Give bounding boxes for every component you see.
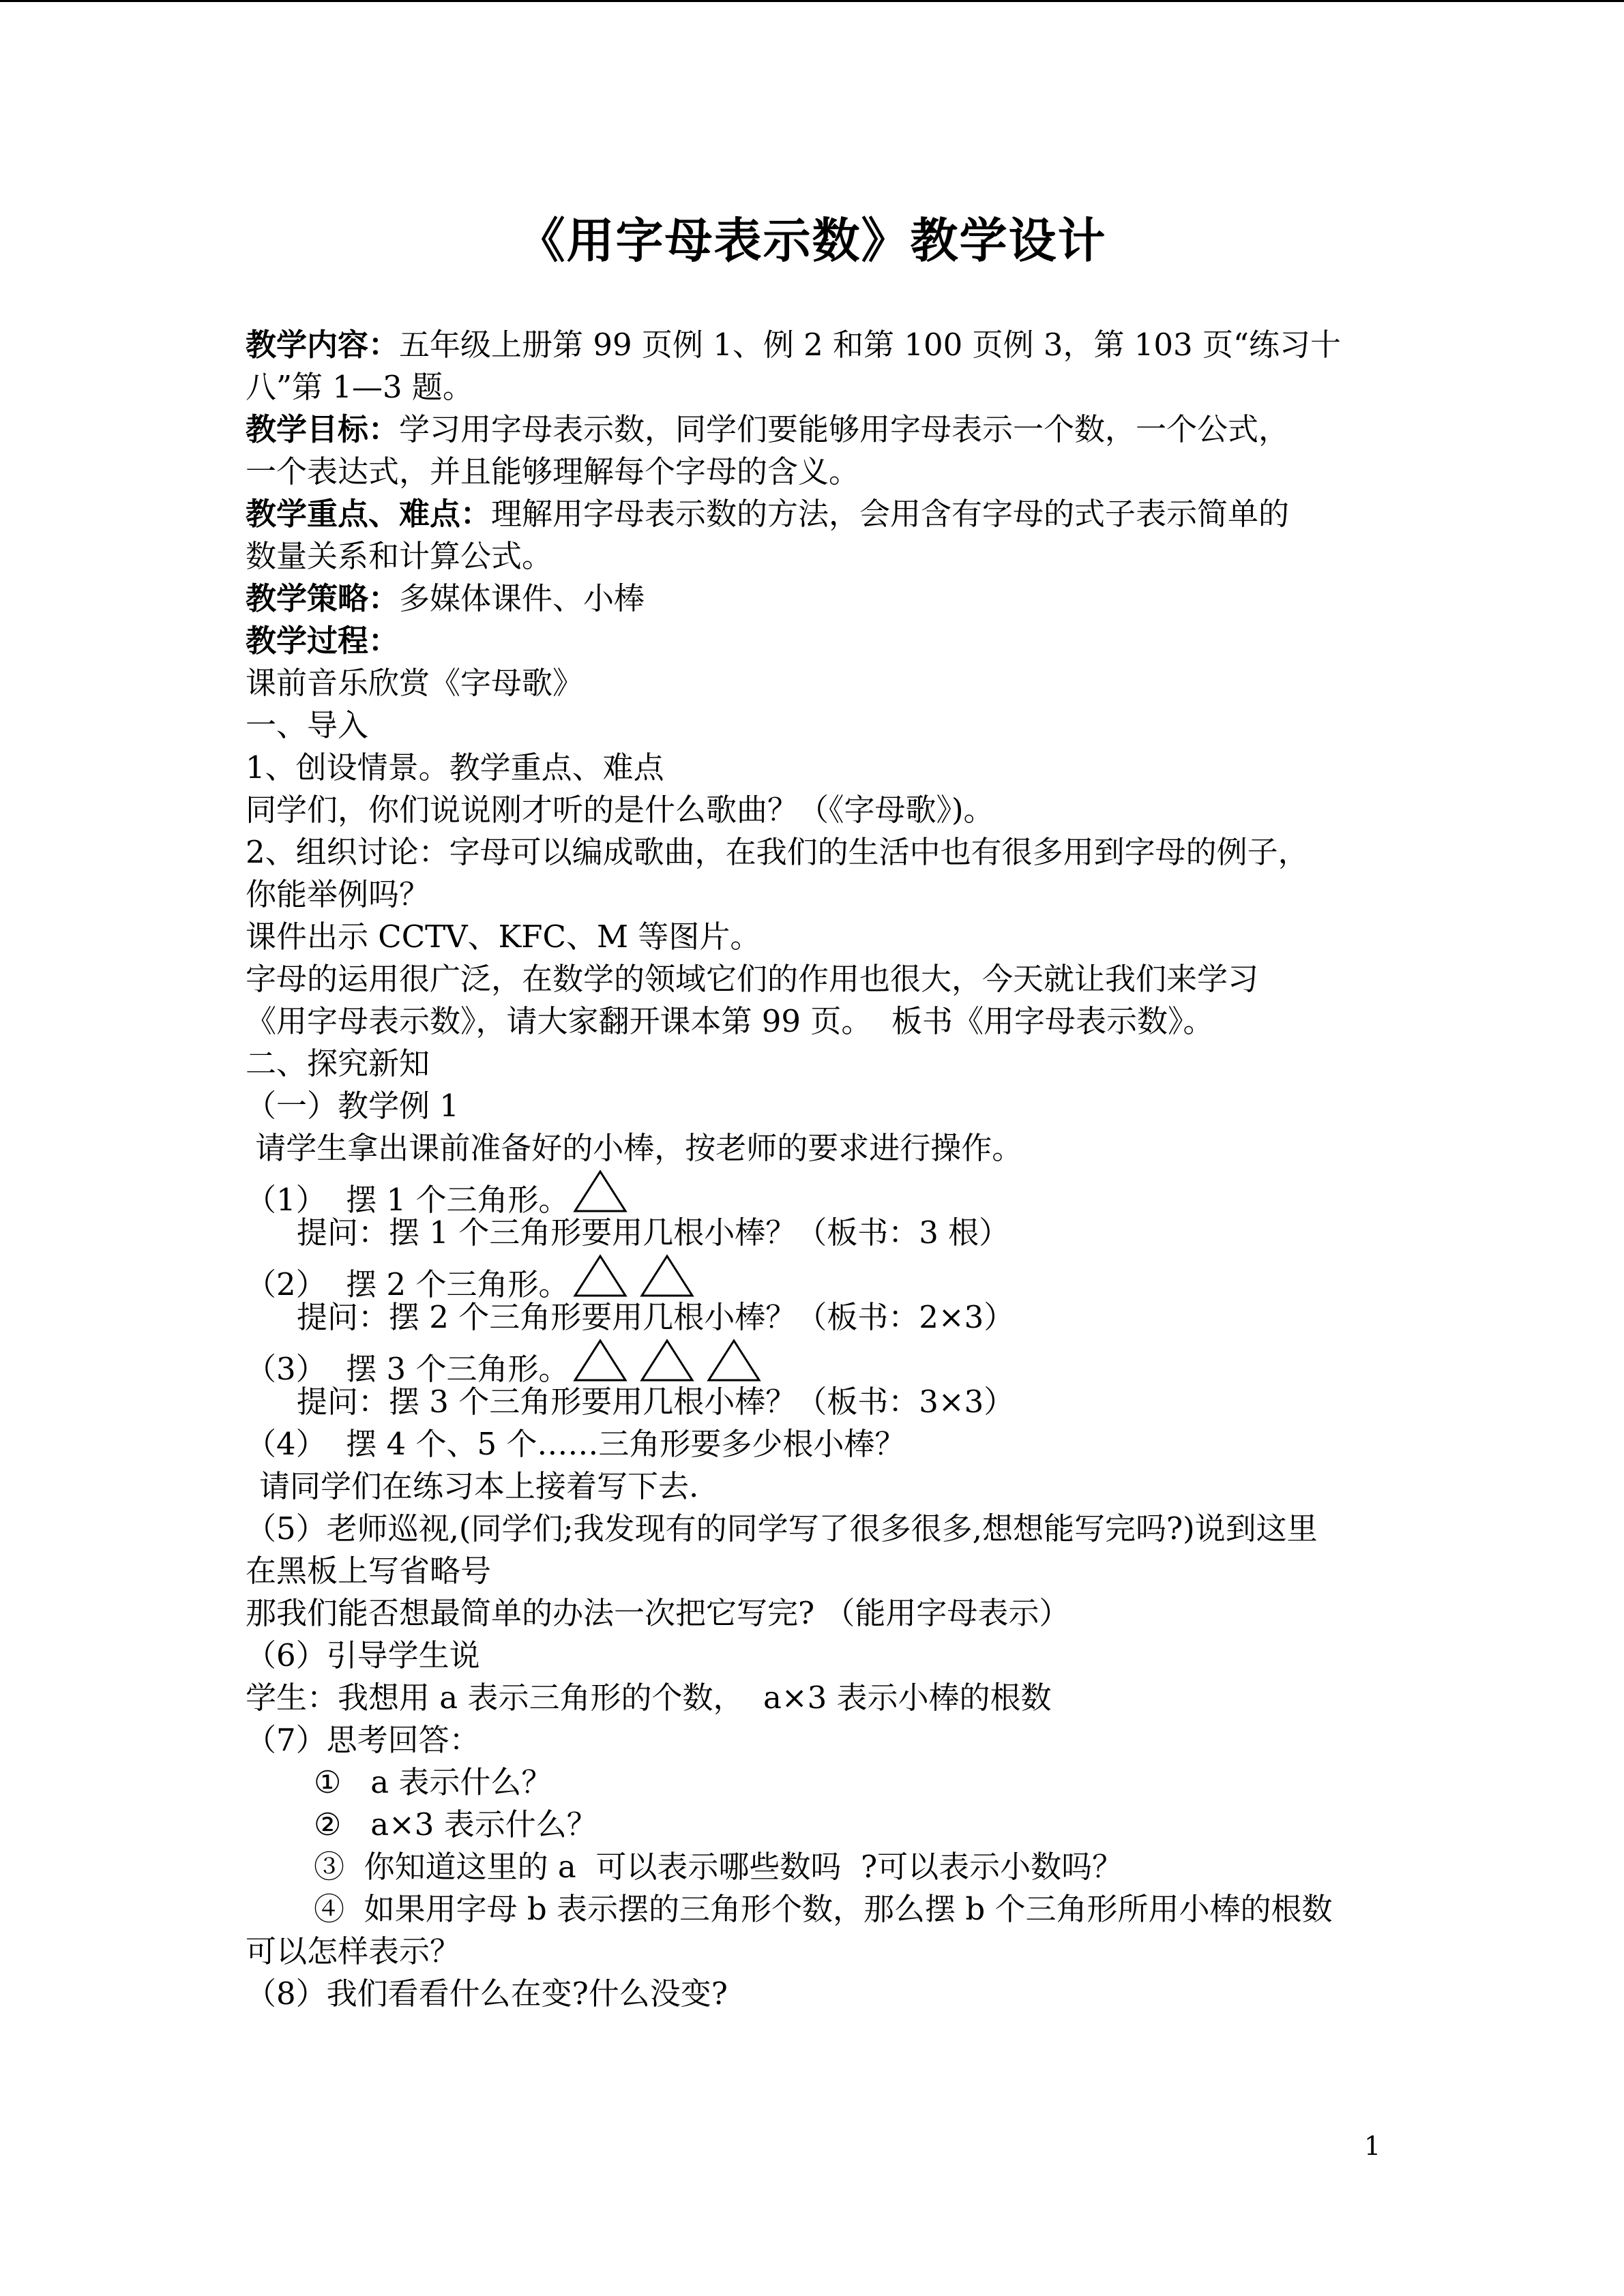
line-text: 提问：摆 2 个三角形要用几根小棒？（板书：2×3） [297,1299,1015,1335]
line-text: 五年级上册第 99 页例 1、例 2 和第 100 页例 3，第 103 页“练习十 [399,327,1341,363]
text-line [246,747,1378,789]
section-label: 教学策略： [246,580,400,616]
text-line [246,831,1378,874]
line-text: 学习用字母表示数，同学们要能够用字母表示一个数，一个公式， [399,411,1290,447]
text-line [246,1888,1378,1930]
text-line [246,1930,1378,1973]
line-text: 请同学们在练习本上接着写下去. [259,1468,699,1504]
text-line [246,620,1378,662]
line-text: 同学们，你们说说刚才听的是什么歌曲？（《字母歌》)。 [246,792,994,828]
line-text: 多媒体课件、小棒 [399,580,645,616]
line-text: 课前音乐欣赏《字母歌》 [246,665,584,701]
text-line [246,1635,1378,1677]
text-line [246,535,1378,578]
text-line [246,578,1378,620]
text-line [246,1169,1378,1218]
top-border [0,0,1624,2]
text-line [246,451,1378,493]
line-text: ② a×3 表示什么？ [314,1806,597,1843]
line-text: ① a 表示什么？ [314,1764,552,1800]
text-line [246,916,1378,958]
line-text: （5）老师巡视,(同学们;我发现有的同学写了很多很多,想想能写完吗?)说到这里 [246,1510,1318,1547]
text-line [246,1677,1378,1719]
line-text: 课件出示 CCTV、KFC、M 等图片。 [246,919,761,955]
text-line [246,704,1378,747]
text-line [246,1973,1378,2015]
line-text: （8）我们看看什么在变?什么没变? [246,1976,728,2012]
text-line [246,1423,1378,1465]
triangle-icon [707,1339,761,1382]
page-number: 1 [1364,2131,1381,2161]
document-body [246,324,1378,2015]
text-line [246,1296,1378,1339]
line-text: 一个表达式，并且能够理解每个字母的含义。 [246,453,860,490]
line-text: 八”第 1—3 题。 [246,369,473,405]
line-text: 理解用字母表示数的方法，会用含有字母的式子表示简单的 [491,496,1290,532]
text-line [246,408,1378,451]
line-text: 可以怎样表示？ [246,1933,461,1969]
text-line [246,1719,1378,1761]
text-line [246,1381,1378,1423]
line-text: （6）引导学生说 [246,1637,480,1673]
triangle-icon [573,1169,628,1213]
line-text: 你能举例吗？ [246,876,430,912]
text-line [246,1212,1378,1254]
triangle-icon [640,1254,694,1298]
line-text: 请学生拿出课前准备好的小棒，按老师的要求进行操作。 [246,1130,1023,1166]
text-line [246,1085,1378,1127]
line-text: 1、创设情景。教学重点、难点 [246,749,664,786]
line-text: （4） 摆 4 个、5 个……三角形要多少根小棒？ [246,1426,906,1462]
line-text: 二、探究新知 [246,1045,430,1082]
line-text: 数量关系和计算公式。 [246,538,553,574]
section-label: 教学内容： [246,327,400,363]
line-text: 在黑板上写省略号 [246,1553,492,1589]
text-line [246,1592,1378,1635]
line-text: 那我们能否想最简单的办法一次把它写完? （能用字母表示） [246,1595,1070,1631]
text-line [246,1846,1378,1888]
text-line [246,1254,1378,1302]
section-label: 教学过程： [246,623,400,659]
text-line [246,493,1378,535]
line-text: 学生：我想用 a 表示三角形的个数， a×3 表示小棒的根数 [246,1680,1052,1716]
text-line [246,324,1378,366]
text-line [246,1127,1378,1169]
text-line [246,1761,1378,1804]
line-text: （3） 摆 3 个三角形。 [246,1351,570,1387]
line-text: 一、导入 [246,707,369,743]
line-text: 提问：摆 1 个三角形要用几根小棒？（板书：3 根） [297,1214,1010,1251]
line-text: 2、组织讨论：字母可以编成歌曲，在我们的生活中也有很多用到字母的例子， [246,834,1309,870]
line-text: 提问：摆 3 个三角形要用几根小棒？（板书：3×3） [297,1384,1015,1420]
text-line [246,1000,1378,1043]
line-text: （一）教学例 1 [246,1088,459,1124]
text-line [246,1804,1378,1846]
line-text: ④ 如果用字母 b 表示摆的三角形个数，那么摆 b 个三角形所用小棒的根数 [314,1891,1333,1927]
text-line [246,874,1378,916]
line-text: ③ 你知道这里的 a 可以表示哪些数吗 ?可以表示小数吗？ [314,1849,1123,1885]
text-line [246,1508,1378,1550]
text-line [246,958,1378,1000]
text-line [246,1339,1378,1387]
section-label: 教学目标： [246,411,400,447]
triangle-icon [573,1339,628,1382]
text-line [246,789,1378,831]
text-line [246,1043,1378,1085]
document-title: 《用字母表示数》教学设计 [517,212,1107,269]
line-text: 《用字母表示数》，请大家翻开课本第 99 页。 板书《用字母表示数》。 [246,1003,1214,1039]
triangle-icon [640,1339,694,1382]
triangle-icon [573,1254,628,1298]
line-text: 字母的运用很广泛，在数学的领域它们的作用也很大，今天就让我们来学习 [246,961,1259,997]
line-text: （1） 摆 1 个三角形。 [246,1182,570,1218]
text-line [246,1465,1378,1508]
text-line [246,662,1378,704]
line-text: （7）思考回答： [246,1722,480,1758]
section-label: 教学重点、难点： [246,496,492,532]
text-line [246,366,1378,408]
text-line [246,1550,1378,1592]
line-text: （2） 摆 2 个三角形。 [246,1266,570,1302]
